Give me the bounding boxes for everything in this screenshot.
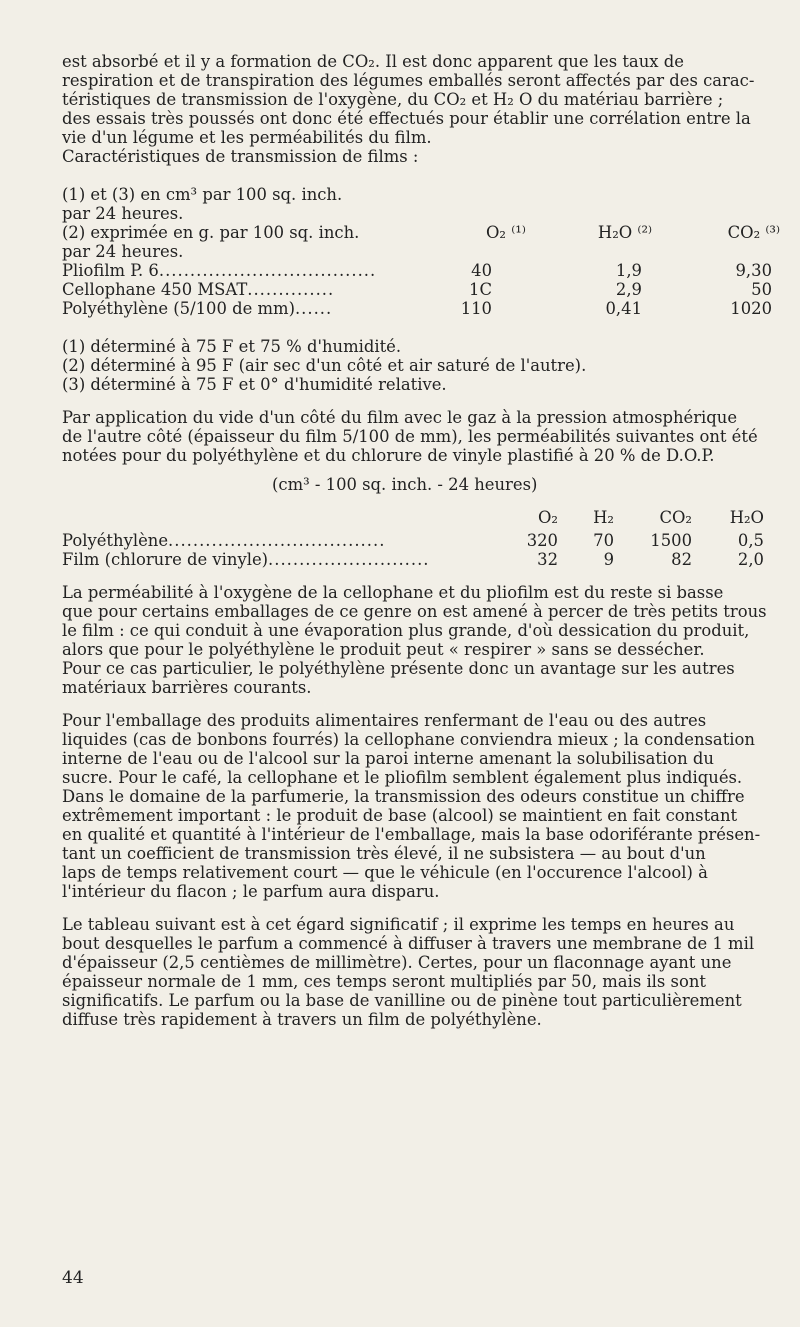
text-line: liquides (cas de bonbons fourrés) la cellophane conviendra mieux ; la condensation: [62, 730, 755, 749]
table-note: par 24 heures.: [62, 242, 184, 261]
table-header-row: [62, 508, 780, 527]
cell-o2: 110: [460, 299, 492, 318]
page-body: [62, 52, 780, 1029]
row-label: Polyéthylène: [62, 531, 169, 550]
table-row: [62, 550, 780, 569]
cell-h2o: 0,41: [605, 299, 642, 318]
text-line: téristiques de transmission de l'oxygène, du CO₂ et H₂ O du matériau barrière ;: [62, 90, 724, 109]
row-label: Cellophane 450 MSAT: [62, 280, 248, 299]
table-unit: (cm³ - 100 sq. inch. - 24 heures): [272, 475, 538, 494]
cell-h2o: 1,9: [615, 261, 642, 280]
cell-h2o: 2,0: [737, 550, 764, 569]
column-header-o2: O₂: [537, 508, 558, 527]
table-note-row: [62, 204, 780, 223]
column-header-h2o: H₂O ⁽²⁾: [597, 223, 653, 242]
page-number: 44: [62, 1268, 84, 1288]
permeability-table: [62, 465, 780, 569]
vacuum-paragraph: [62, 408, 780, 465]
footnote: (3) déterminé à 75 F et 0° d'humidité relative.: [62, 375, 447, 394]
text-line: vie d'un légume et les perméabilités du film.: [62, 128, 432, 147]
cell-h2o: 2,9: [615, 280, 642, 299]
dot-leader: ..........................: [268, 550, 430, 569]
packaging-paragraph: [62, 711, 780, 901]
column-header-h2o: H₂O: [729, 508, 764, 527]
text-line: sucre. Pour le café, la cellophane et le pliofilm semblent également plus indiqués.: [62, 768, 743, 787]
table-note-row: [62, 185, 780, 204]
text-line: significatifs. Le parfum ou la base de vanilline ou de pinène tout particulièrement: [62, 991, 742, 1010]
dot-leader: ...................................: [168, 531, 386, 550]
row-label: Polyéthylène (5/100 de mm): [62, 299, 295, 318]
text-line: matériaux barrières courants.: [62, 678, 312, 697]
text-line: l'intérieur du flacon ; le parfum aura disparu.: [62, 882, 440, 901]
text-line: notées pour du polyéthylène et du chlorure de vinyle plastifié à 20 % de D.O.P.: [62, 446, 715, 465]
cell-h2o: 0,5: [737, 531, 764, 550]
dot-leader: ..............: [247, 280, 335, 299]
text-line: extrêmement important : le produit de base (alcool) se maintient en fait constant: [62, 806, 738, 825]
column-header-co2: CO₂: [659, 508, 692, 527]
footnote: (1) déterminé à 75 F et 75 % d'humidité.: [62, 337, 402, 356]
text-line: Pour ce cas particulier, le polyéthylène présente donc un avantage sur les autres: [62, 659, 735, 678]
text-line: diffuse très rapidement à travers un film de polyéthylène.: [62, 1010, 542, 1029]
table-note: (2) exprimée en g. par 100 sq. inch.: [62, 223, 360, 242]
cell-co2: 1500: [650, 531, 692, 550]
dot-leader: ...................................: [158, 261, 377, 280]
text-line: Le tableau suivant est à cet égard significatif ; il exprime les temps en heures au: [62, 915, 735, 934]
text-line: d'épaisseur (2,5 centièmes de millimètre). Certes, pour un flaconnage ayant une: [62, 953, 732, 972]
table-row: [62, 299, 780, 318]
table-header-row: [62, 223, 780, 242]
column-header-o2: O₂ ⁽¹⁾: [486, 223, 526, 242]
table-note: par 24 heures.: [62, 204, 184, 223]
text-line: interne de l'eau ou de l'alcool sur la paroi interne amenant la solubilisation du: [62, 749, 714, 768]
row-label: Film (chlorure de vinyle): [62, 550, 269, 569]
table-row: [62, 261, 780, 280]
text-line: épaisseur normale de 1 mm, ces temps seront multipliés par 50, mais ils sont: [62, 972, 706, 991]
column-header-co2: CO₂ ⁽³⁾: [727, 223, 780, 242]
text-line: de l'autre côté (épaisseur du film 5/100 de mm), les perméabilités suivantes ont été: [62, 427, 758, 446]
table-note: (1) et (3) en cm³ par 100 sq. inch.: [62, 185, 343, 204]
text-line: Pour l'emballage des produits alimentaires renfermant de l'eau ou des autres: [62, 711, 707, 730]
text-line: alors que pour le polyéthylène le produit peut « respirer » sans se dessécher.: [62, 640, 705, 659]
intro-paragraph: [62, 52, 780, 147]
cell-o2: 320: [526, 531, 558, 550]
text-line: Par application du vide d'un côté du film avec le gaz à la pression atmosphérique: [62, 408, 738, 427]
text-line: Dans le domaine de la parfumerie, la transmission des odeurs constitue un chiffre: [62, 787, 745, 806]
row-label: Pliofilm P. 6: [62, 261, 159, 280]
table-row: [62, 531, 780, 550]
text-line: respiration et de transpiration des légumes emballés seront affectés par des carac-: [62, 71, 755, 90]
text-line: La perméabilité à l'oxygène de la cellophane et du pliofilm est du reste si basse: [62, 583, 724, 602]
cell-co2: 9,30: [735, 261, 772, 280]
cell-co2: 50: [751, 280, 772, 299]
table-note-row: [62, 242, 780, 261]
text-line: laps de temps relativement court — que le véhicule (en l'occurence l'alcool) à: [62, 863, 708, 882]
cell-o2: 40: [471, 261, 492, 280]
cell-o2: 32: [537, 550, 558, 569]
text-line: est absorbé et il y a formation de CO₂. Il est donc apparent que les taux de: [62, 52, 684, 71]
text-line: que pour certains emballages de ce genre on est amené à percer de très petits trous: [62, 602, 767, 621]
text-line: tant un coefficient de transmission très élevé, il ne subsistera — au bout d'un: [62, 844, 706, 863]
column-header-h2: H₂: [593, 508, 614, 527]
table-row: [62, 280, 780, 299]
perfume-paragraph: [62, 915, 780, 1029]
table-title: Caractéristiques de transmission de films :: [62, 147, 419, 166]
text-line: bout desquelles le parfum a commencé à diffuser à travers une membrane de 1 mil: [62, 934, 755, 953]
footnote: (2) déterminé à 95 F (air sec d'un côté et air saturé de l'autre).: [62, 356, 587, 375]
cell-h2: 70: [593, 531, 614, 550]
text-line: des essais très poussés ont donc été effectués pour établir une corrélation entre la: [62, 109, 751, 128]
cell-co2: 1020: [730, 299, 772, 318]
cell-co2: 82: [671, 550, 692, 569]
dot-leader: ......: [294, 299, 333, 318]
cell-h2: 9: [603, 550, 614, 569]
cellophane-paragraph: [62, 583, 780, 697]
cell-o2: 1C: [469, 280, 492, 299]
transmission-table: [62, 147, 780, 394]
text-line: en qualité et quantité à l'intérieur de l'emballage, mais la base odoriférante présen-: [62, 825, 761, 844]
text-line: le film : ce qui conduit à une évaporation plus grande, d'où dessication du produit,: [62, 621, 750, 640]
